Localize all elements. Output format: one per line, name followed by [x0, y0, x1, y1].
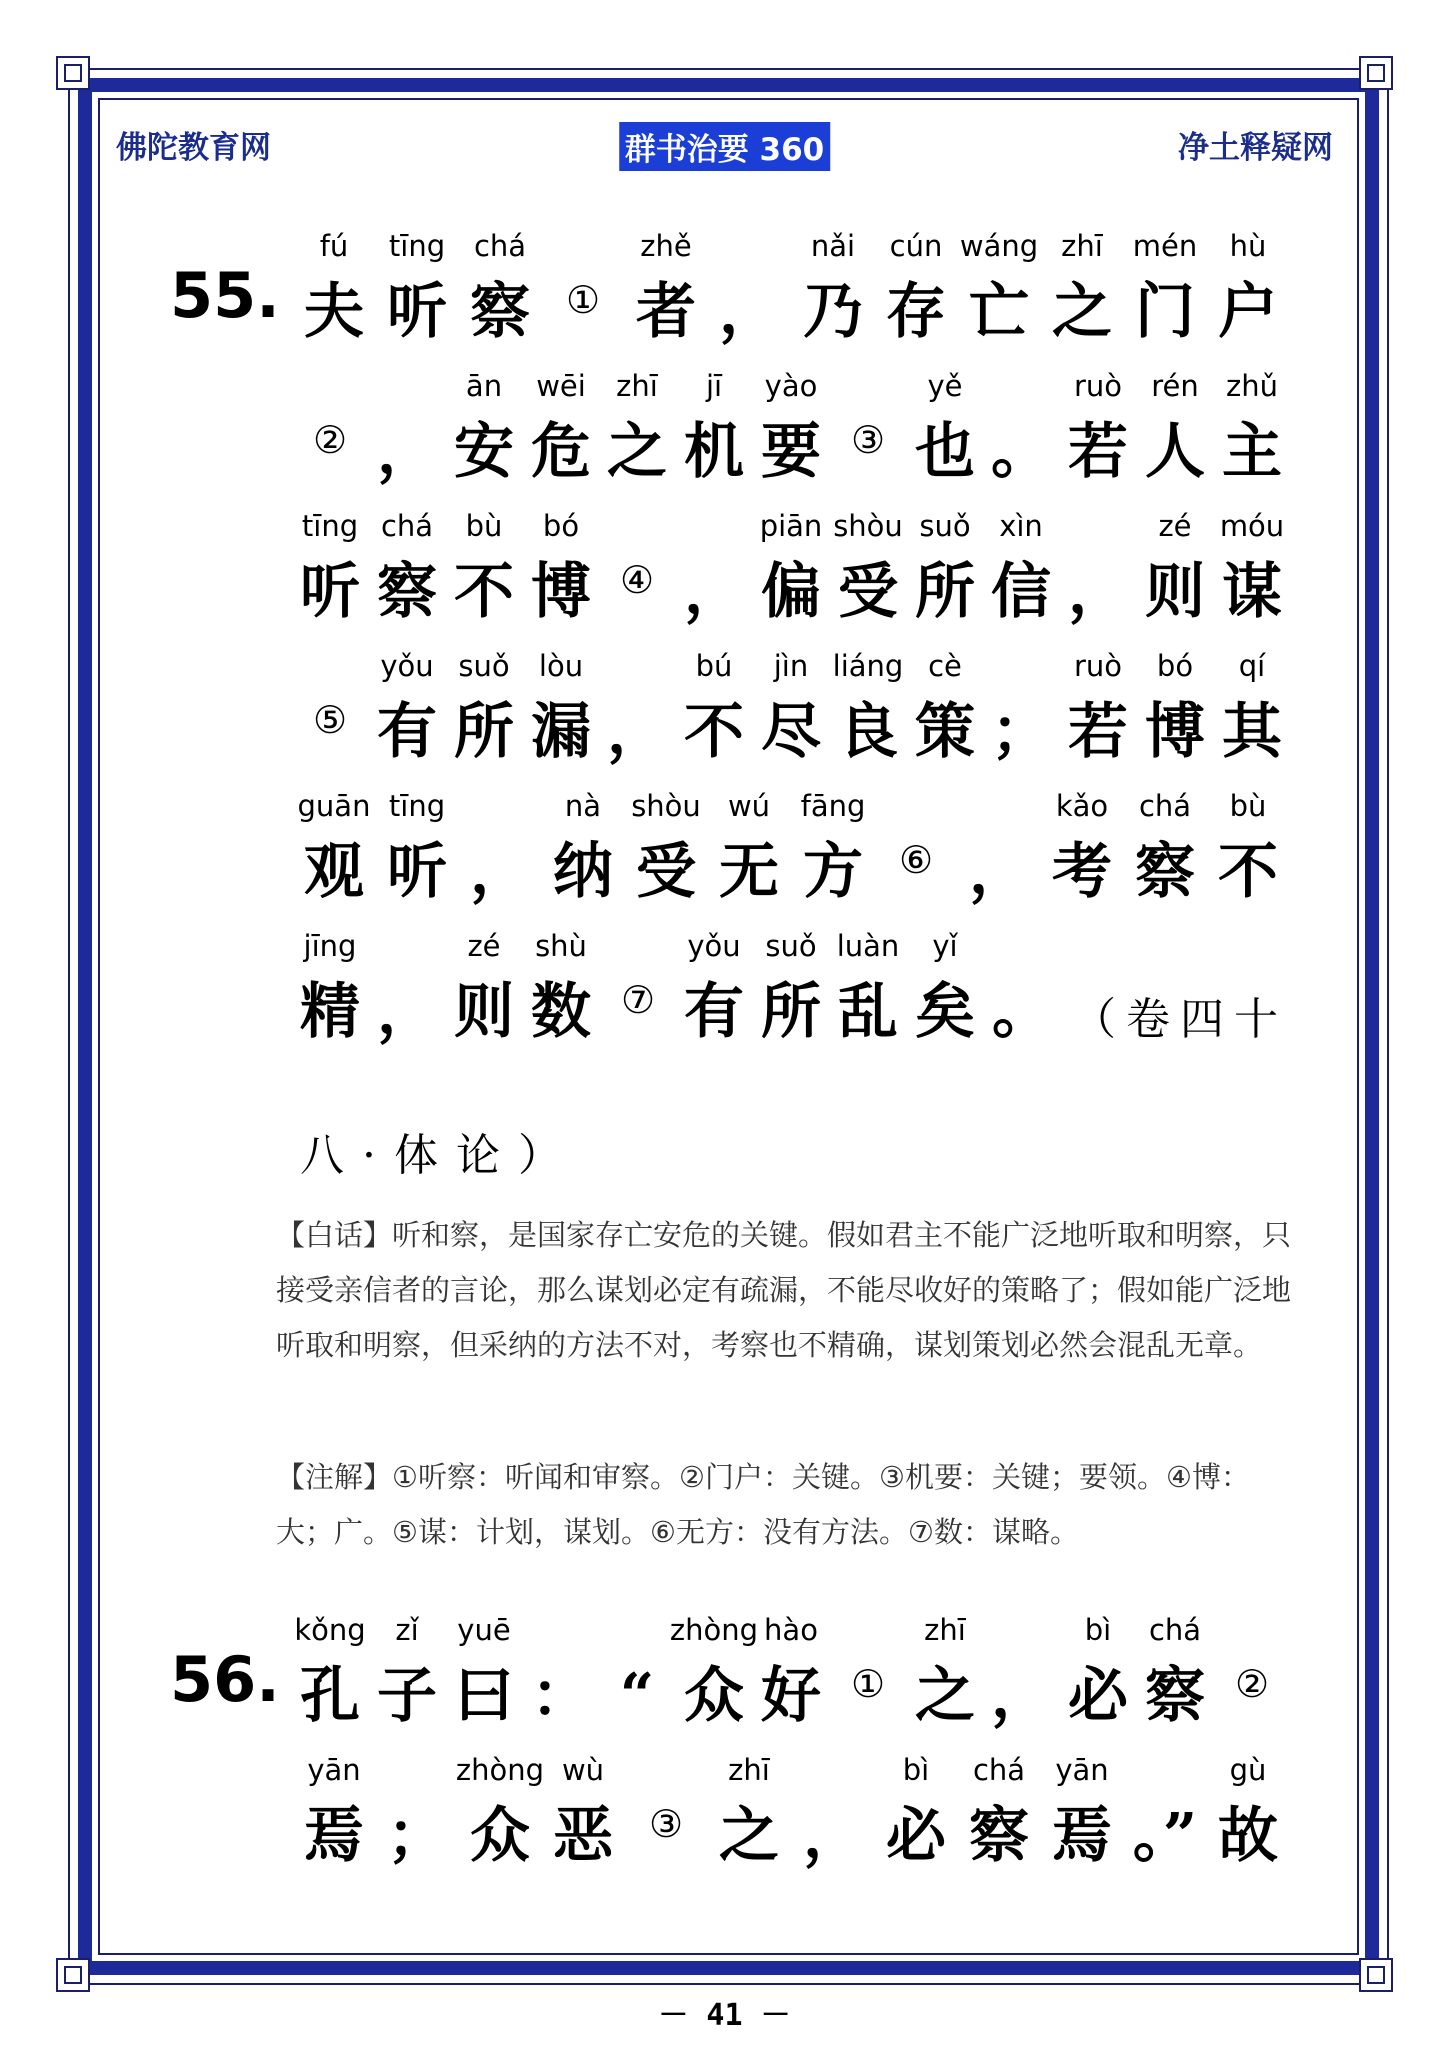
ruby-line	[0, 1612, 1449, 1752]
hanzi: 信	[991, 557, 1051, 627]
frame-corner-ornament	[56, 1958, 90, 1992]
pinyin: lòu	[538, 649, 584, 683]
header-site-left: 佛陀教育网	[116, 130, 271, 166]
hanzi: 则	[1145, 557, 1205, 627]
hanzi: ，	[377, 417, 437, 487]
hanzi: 不	[684, 697, 744, 767]
hanzi: 者	[636, 277, 696, 347]
hanzi: 则	[454, 977, 514, 1047]
ruby-cell	[980, 928, 1064, 1068]
hanzi: 之	[1052, 277, 1112, 347]
ruby-cell	[1133, 1612, 1217, 1752]
frame-corner-ornament	[56, 56, 90, 90]
hanzi: 听	[387, 277, 447, 347]
pinyin: yǒu	[687, 929, 741, 963]
pinyin: chá	[1138, 789, 1192, 823]
pinyin: chá	[380, 509, 434, 543]
pinyin: mén	[1132, 229, 1198, 263]
hanzi: 危	[531, 417, 591, 487]
hanzi: 博	[531, 557, 591, 627]
pinyin: liáng	[832, 649, 904, 683]
hanzi: 恶	[553, 1801, 613, 1871]
pinyin: jī	[705, 369, 723, 403]
pinyin: bó	[542, 509, 580, 543]
hanzi: 不	[454, 557, 514, 627]
ruby-cell	[624, 228, 708, 368]
pinyin: bú	[695, 649, 733, 683]
pinyin: kǒng	[294, 1613, 366, 1647]
hanzi: 之	[915, 1661, 975, 1731]
ruby-cell	[1206, 228, 1290, 368]
hanzi: 安	[454, 417, 514, 487]
footnote-marker: ⑦	[620, 978, 656, 1022]
hanzi: ，	[803, 1801, 863, 1871]
pinyin: zhī	[1061, 229, 1103, 263]
hanzi: ，	[684, 557, 744, 627]
pinyin: zhòng	[669, 1613, 759, 1647]
ruby-cell	[874, 788, 958, 928]
ruby-cell	[903, 368, 987, 508]
ruby-cell	[903, 928, 987, 1068]
pinyin: yuē	[457, 1613, 511, 1647]
pinyin: zhī	[924, 1613, 966, 1647]
pinyin: zhī	[616, 369, 658, 403]
hanzi: 所	[454, 697, 514, 767]
header-site-right: 净土释疑网	[1178, 130, 1333, 166]
ruby-cell	[1210, 368, 1294, 508]
hanzi: 察	[377, 557, 437, 627]
ruby-cell	[288, 368, 372, 508]
ruby-line	[0, 508, 1449, 648]
hanzi: ：	[531, 1661, 591, 1731]
footnote-marker: ①	[565, 278, 601, 322]
hanzi: 有	[684, 977, 744, 1047]
source-note-end: 八·体论）	[300, 1130, 580, 1181]
hanzi: 户	[1218, 277, 1278, 347]
ruby-cell	[375, 788, 459, 928]
pinyin: bó	[1156, 649, 1194, 683]
hanzi: 故	[1218, 1801, 1278, 1871]
hanzi: 所	[761, 977, 821, 1047]
ruby-cell	[1206, 788, 1290, 928]
pinyin: fú	[319, 229, 349, 263]
hanzi: 众	[684, 1661, 744, 1731]
pinyin: chá	[972, 1753, 1026, 1787]
frame-corner-ornament	[1359, 56, 1393, 90]
pinyin: suǒ	[458, 649, 510, 683]
pinyin: cún	[889, 229, 943, 263]
hanzi: 人	[1145, 417, 1205, 487]
hanzi: ，	[719, 277, 779, 347]
ruby-line	[0, 228, 1449, 368]
hanzi: 观	[304, 837, 364, 907]
ruby-cell	[288, 928, 372, 1068]
hanzi: 之	[607, 417, 667, 487]
pinyin: wù	[561, 1753, 605, 1787]
pinyin: shòu	[631, 789, 701, 823]
hanzi: 曰	[454, 1661, 514, 1731]
ruby-line	[0, 1752, 1449, 1892]
ruby-cell	[707, 1752, 791, 1892]
pinyin: hào	[764, 1613, 818, 1647]
hanzi: 好	[761, 1661, 821, 1731]
hanzi: 夫	[304, 277, 364, 347]
pinyin: zhī	[728, 1753, 770, 1787]
hanzi: ，	[969, 837, 1029, 907]
ruby-cell	[903, 1612, 987, 1752]
hanzi: 谋	[1222, 557, 1282, 627]
pinyin: zé	[1158, 509, 1192, 543]
ruby-cell	[519, 508, 603, 648]
ruby-cell	[1210, 508, 1294, 648]
pinyin: shòu	[833, 509, 903, 543]
ruby-cell	[903, 648, 987, 788]
hanzi: ；	[991, 697, 1051, 767]
pinyin: zǐ	[395, 1613, 419, 1647]
pinyin: kǎo	[1055, 789, 1109, 823]
hanzi: 。”	[1132, 1801, 1198, 1871]
hanzi: 亡	[969, 277, 1029, 347]
pinyin: nà	[564, 789, 602, 823]
ruby-cell	[519, 1612, 603, 1752]
hanzi: 主	[1222, 417, 1282, 487]
hanzi: 听	[387, 837, 447, 907]
pinyin: bù	[1229, 789, 1267, 823]
hanzi: ，	[607, 697, 667, 767]
hanzi: 乱	[838, 977, 898, 1047]
hanzi: 要	[761, 417, 821, 487]
ruby-cell	[458, 228, 542, 368]
hanzi: 焉	[304, 1801, 364, 1871]
footnote-marker: ⑥	[898, 838, 934, 882]
ruby-cell	[1040, 1752, 1124, 1892]
footnote-marker: ①	[850, 1662, 886, 1706]
footnote-marker: ③	[648, 1802, 684, 1846]
hanzi: 察	[1145, 1661, 1205, 1731]
hanzi: 纳	[553, 837, 613, 907]
pinyin: tīng	[301, 509, 359, 543]
hanzi: ，	[377, 977, 437, 1047]
entry-number: 55.	[170, 259, 280, 332]
footnote-marker: ④	[619, 558, 655, 602]
pinyin: yǒu	[380, 649, 434, 683]
ruby-cell	[1210, 648, 1294, 788]
hanzi: 数	[531, 977, 591, 1047]
hanzi: 察	[969, 1801, 1029, 1871]
hanzi: 受	[636, 837, 696, 907]
hanzi: 察	[1135, 837, 1195, 907]
hanzi: 考	[1052, 837, 1112, 907]
ruby-cell	[1206, 1752, 1290, 1892]
hanzi: 偏	[761, 557, 821, 627]
ruby-cell	[749, 368, 833, 508]
pinyin: xìn	[999, 509, 1043, 543]
ruby-cell	[1210, 1612, 1294, 1752]
ruby-cell	[979, 508, 1063, 648]
pinyin: shù	[535, 929, 587, 963]
source-note-start: （卷四十	[1072, 994, 1288, 1045]
pinyin: zhě	[640, 229, 692, 263]
hanzi: ，	[470, 837, 530, 907]
pinyin: zé	[467, 929, 501, 963]
hanzi: ，	[991, 1661, 1051, 1731]
pinyin: cè	[928, 649, 962, 683]
hanzi: 众	[470, 1801, 530, 1871]
pinyin: wēi	[536, 369, 586, 403]
hanzi: 。	[991, 417, 1051, 487]
pinyin: chá	[1148, 1613, 1202, 1647]
pinyin: jīng	[303, 929, 357, 963]
hanzi: “	[619, 1661, 655, 1731]
pinyin: tīng	[388, 229, 446, 263]
pinyin: ān	[465, 369, 503, 403]
footnote-marker: ②	[312, 418, 348, 462]
hanzi: 漏	[531, 697, 591, 767]
pinyin: jìn	[773, 649, 809, 683]
pinyin: hù	[1229, 229, 1267, 263]
pinyin: gù	[1229, 1753, 1267, 1787]
ruby-cell	[791, 788, 875, 928]
hanzi: 受	[838, 557, 898, 627]
hanzi: 孔	[300, 1661, 360, 1731]
hanzi: 也	[915, 417, 975, 487]
hanzi: 策	[915, 697, 975, 767]
pinyin: wáng	[959, 229, 1039, 263]
ruby-line	[0, 788, 1449, 928]
pinyin: suǒ	[919, 509, 971, 543]
pinyin: fāng	[800, 789, 866, 823]
hanzi: 精	[300, 977, 360, 1047]
hanzi: 矣	[915, 977, 975, 1047]
page-number: － 41 －	[658, 1998, 791, 2033]
ruby-line	[0, 648, 1449, 788]
pinyin: yào	[764, 369, 818, 403]
pinyin: zhǔ	[1226, 369, 1278, 403]
ruby-line	[0, 368, 1449, 508]
hanzi: 若	[1068, 417, 1128, 487]
hanzi: 无	[719, 837, 779, 907]
footnote-marker: ③	[850, 418, 886, 462]
hanzi: 方	[803, 837, 863, 907]
pinyin: wú	[727, 789, 771, 823]
ruby-cell	[595, 508, 679, 648]
ruby-cell	[292, 1752, 376, 1892]
pinyin: yě	[927, 369, 963, 403]
hanzi: 焉	[1052, 1801, 1112, 1871]
hanzi: 博	[1145, 697, 1205, 767]
zhujie-paragraph: 【注解】①听察：听闻和审察。②门户：关键。③机要：关键；要领。④博：大；广。⑤谋：计划，谋划。⑥无方：没有方法。⑦数：谋略。	[276, 1460, 1250, 1549]
hanzi: 门	[1135, 277, 1195, 347]
pinyin: qí	[1238, 649, 1266, 683]
hanzi: 子	[377, 1661, 437, 1731]
hanzi: ；	[387, 1801, 447, 1871]
entry-number: 56.	[170, 1643, 280, 1716]
hanzi: 听	[300, 557, 360, 627]
pinyin: guān	[297, 789, 371, 823]
ruby-cell	[749, 1612, 833, 1752]
pinyin: rén	[1151, 369, 1199, 403]
pinyin: ruò	[1073, 369, 1123, 403]
ruby-cell	[541, 1752, 625, 1892]
hanzi: 。	[992, 977, 1052, 1047]
pinyin: bù	[465, 509, 503, 543]
hanzi: 存	[886, 277, 946, 347]
pinyin: zhòng	[455, 1753, 545, 1787]
footnote-marker: ②	[1234, 1662, 1270, 1706]
pinyin: nǎi	[810, 229, 856, 263]
pinyin: piān	[759, 509, 823, 543]
hanzi: 察	[470, 277, 530, 347]
hanzi: 不	[1218, 837, 1278, 907]
hanzi: 乃	[803, 277, 863, 347]
hanzi: 机	[684, 417, 744, 487]
pinyin: chá	[473, 229, 527, 263]
pinyin: bì	[902, 1753, 930, 1787]
hanzi: 之	[719, 1801, 779, 1871]
hanzi: ，	[1068, 557, 1128, 627]
hanzi: 必	[1068, 1661, 1128, 1731]
pinyin: yǐ	[932, 929, 958, 963]
pinyin: yān	[1055, 1753, 1109, 1787]
hanzi: 所	[915, 557, 975, 627]
pinyin: luàn	[836, 929, 900, 963]
pinyin: suǒ	[765, 929, 817, 963]
hanzi: 尽	[761, 697, 821, 767]
pinyin: ruò	[1073, 649, 1123, 683]
header-book-title: 群书治要 360	[619, 122, 831, 171]
hanzi: 有	[377, 697, 437, 767]
ruby-cell	[519, 648, 603, 788]
pinyin: yān	[307, 1753, 361, 1787]
pinyin: bì	[1084, 1613, 1112, 1647]
hanzi: 若	[1068, 697, 1128, 767]
footnote-marker: ⑤	[312, 698, 348, 742]
pinyin: móu	[1219, 509, 1285, 543]
ruby-cell	[442, 1612, 526, 1752]
hanzi: 必	[886, 1801, 946, 1871]
hanzi: 良	[838, 697, 898, 767]
hanzi: 其	[1222, 697, 1282, 767]
baihua-paragraph: 【白话】听和察，是国家存亡安危的关键。假如君主不能广泛地听取和明察，只接受亲信者的言论，那么谋划必定有疏漏，不能尽收好的策略了；假如能广泛地听取和明察，但采纳的方法不对，考察也不精确，谋划策划必然会混乱无章。	[276, 1218, 1292, 1362]
pinyin: tīng	[388, 789, 446, 823]
frame-corner-ornament	[1359, 1958, 1393, 1992]
ruby-cell	[519, 928, 603, 1068]
